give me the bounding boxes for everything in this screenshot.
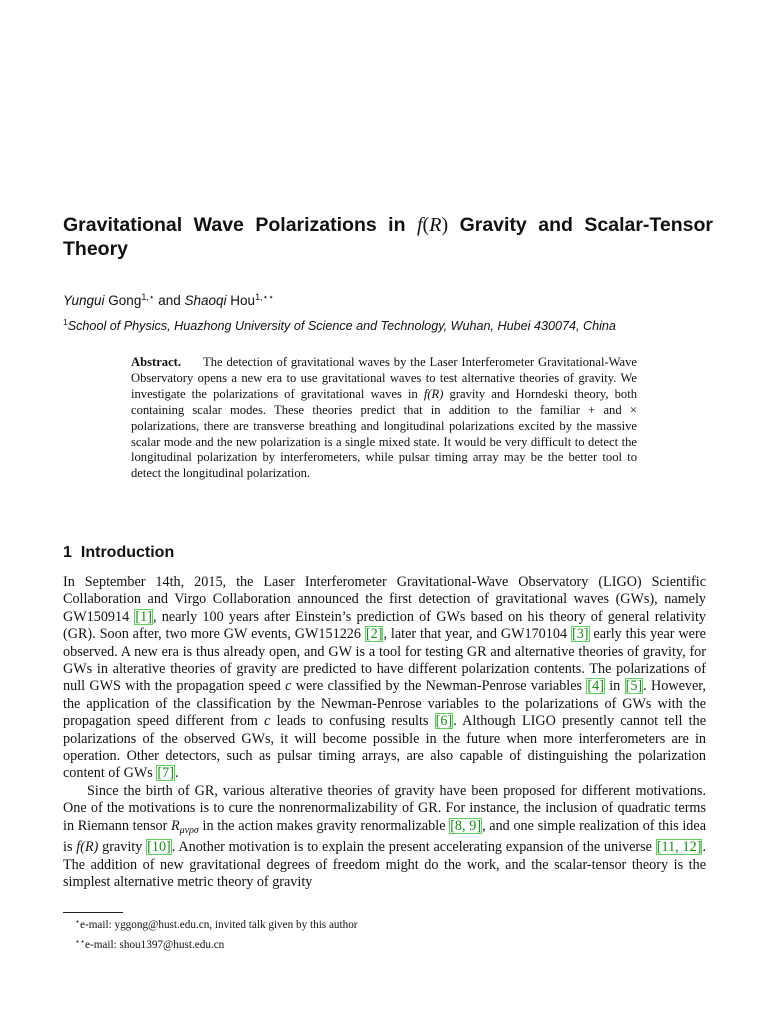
p2-math: R (170, 817, 180, 834)
paragraph-2 (63, 783, 706, 891)
author-1-first: Yungui (63, 293, 105, 308)
abstract-label: Abstract. (131, 355, 182, 369)
citation-link[interactable]: [7] (157, 765, 174, 782)
title-math-f: f (416, 214, 423, 236)
author-list (63, 288, 713, 310)
p2-text: . Another motivation is to explain the present accelerating expansion of the universe (171, 839, 656, 856)
p1-text: . Although LIGO presently cannot tell the polarizations of the observed GWs, it will become possible in the future when more interferometers are in operation. Other detectors, such as pulsar timing arrays, are also capable of distinguishing the polarization content of GWs (63, 713, 706, 782)
affiliation (63, 313, 713, 335)
section-title: Introduction (80, 544, 175, 561)
citation-link[interactable]: [11, 12] (656, 839, 702, 856)
abstract-text-2: gravity and Horndeski theory, both containing scalar modes. These theories predict that in addition to the familiar + and × polarizations, there are transverse breathing and longitudinal polarizations excited by the massive scalar mode and the new polarization is a single mixed state. It would be very difficult to detect the longitudinal polarization by interferometers, while pulsar timing array may be the better tool to detect the longitudinal polarization. (131, 386, 637, 481)
footnotes (63, 914, 706, 953)
footnote-2-text: e-mail: shou1397@hust.edu.cn (85, 938, 225, 951)
p1-text: , later that year, and GW170104 (383, 626, 571, 643)
p2-text: . The addition of new gravitational degrees of freedom might do the work, and the scalar-tensor theory is the simplest alternative metric theory of gravity (63, 839, 706, 890)
title-math-open: ( (422, 214, 430, 236)
title-math (417, 214, 448, 236)
citation-link[interactable]: [5] (625, 678, 643, 695)
author-2-first: Shaoqi (184, 293, 227, 308)
p1-text: early this year were observed. A new era is thus already open, and GW is a tool for testing GR and alternative theories of gravity, for GWs in alterative theories of gravity are predicted to have different polarization contents. The polarizations of null GWS with the propagation speed (63, 626, 706, 695)
author-2-last: Hou (226, 293, 256, 308)
p2-text: Since the birth of GR, various alterative theories of gravity have been proposed for different motivations. One of the motivations is to cure the nonrenormalizability of GR. For instance, the inclusion of quadratic terms in Riemann tensor (63, 782, 706, 834)
citation-link[interactable]: [3] (571, 626, 589, 643)
p1-text: . However, the application of the classification by the Newman-Penrose variables to the polarizations of GWs with the propagation speed different from (63, 678, 706, 730)
p2-text: in the action makes gravity renormalizable (198, 817, 450, 834)
citation-link[interactable]: [4] (587, 678, 604, 695)
citation-link[interactable]: [8, 9] (450, 817, 482, 834)
abstract (131, 355, 637, 482)
footnote-1 (63, 914, 706, 934)
section-heading (63, 543, 174, 563)
citation-link[interactable]: [6] (435, 713, 453, 730)
citation-link[interactable]: [1] (135, 608, 152, 625)
body-text (63, 574, 706, 891)
p1-text: in (604, 678, 625, 695)
footnote-2 (63, 934, 706, 954)
footnote-1-mark: ⋆ (75, 917, 81, 926)
citation-link[interactable]: [2] (365, 626, 383, 643)
p2-math-subscript: μνρσ (179, 824, 199, 836)
p1-text: leads to confusing results (270, 713, 435, 730)
title-math-close: ) (441, 214, 449, 236)
authors-and: and (154, 293, 185, 308)
p1-text: In September 14th, 2015, the Laser Interferometer Gravitational-Wave Observatory (LIGO) Scientific Collaboration and Virgo Collaboration announced the first detection of gravitational waves (GWs), namely GW150914 (63, 574, 706, 625)
title-text-before: Gravitational Wave Polarizations in (63, 214, 417, 236)
p1-text: were classified by the Newman-Penrose variables (291, 678, 587, 695)
paragraph-1 (63, 574, 706, 783)
footnote-2-mark: ⋆⋆ (75, 936, 86, 946)
author-1-sup: 1,⋆ (141, 292, 155, 302)
p1-math: c (264, 713, 271, 730)
p1-math: c (285, 678, 292, 695)
footnote-1-text: e-mail: yggong@hust.edu.cn, invited talk given by this author (80, 919, 358, 931)
section-number: 1 (63, 544, 72, 561)
title-text-after: Gravity and Scalar-Tensor Theory (63, 214, 713, 260)
citation-link[interactable]: [10] (147, 839, 171, 856)
p2-text: , and one simple realization of this idea is (63, 817, 706, 856)
affiliation-text: School of Physics, Huazhong University of Science and Technology, Wuhan, Hubei 430074, China (67, 319, 616, 333)
title-math-R: R (429, 214, 442, 236)
p2-text: gravity (98, 839, 147, 856)
p1-text: , nearly 100 years after Einstein’s prediction of GWs based on his theory of general relativity (GR). Soon after, two more GW events, GW151226 (63, 608, 706, 643)
footnote-divider (63, 912, 123, 913)
affiliation-sup: 1 (63, 317, 68, 327)
paper-title (63, 213, 713, 261)
author-1-last: Gong (104, 293, 142, 308)
p1-text: . (174, 765, 179, 782)
author-2-sup: 1,⋆⋆ (255, 292, 274, 302)
abstract-math: f(R) (423, 386, 444, 401)
p2-math: f(R) (76, 839, 99, 856)
abstract-text-1: The detection of gravitational waves by the Laser Interferometer Gravitational-Wave Observatory opens a new era to use gravitational waves to test alternative theories of gravity. We investigate the polarizations of gravitational waves in (131, 355, 637, 401)
